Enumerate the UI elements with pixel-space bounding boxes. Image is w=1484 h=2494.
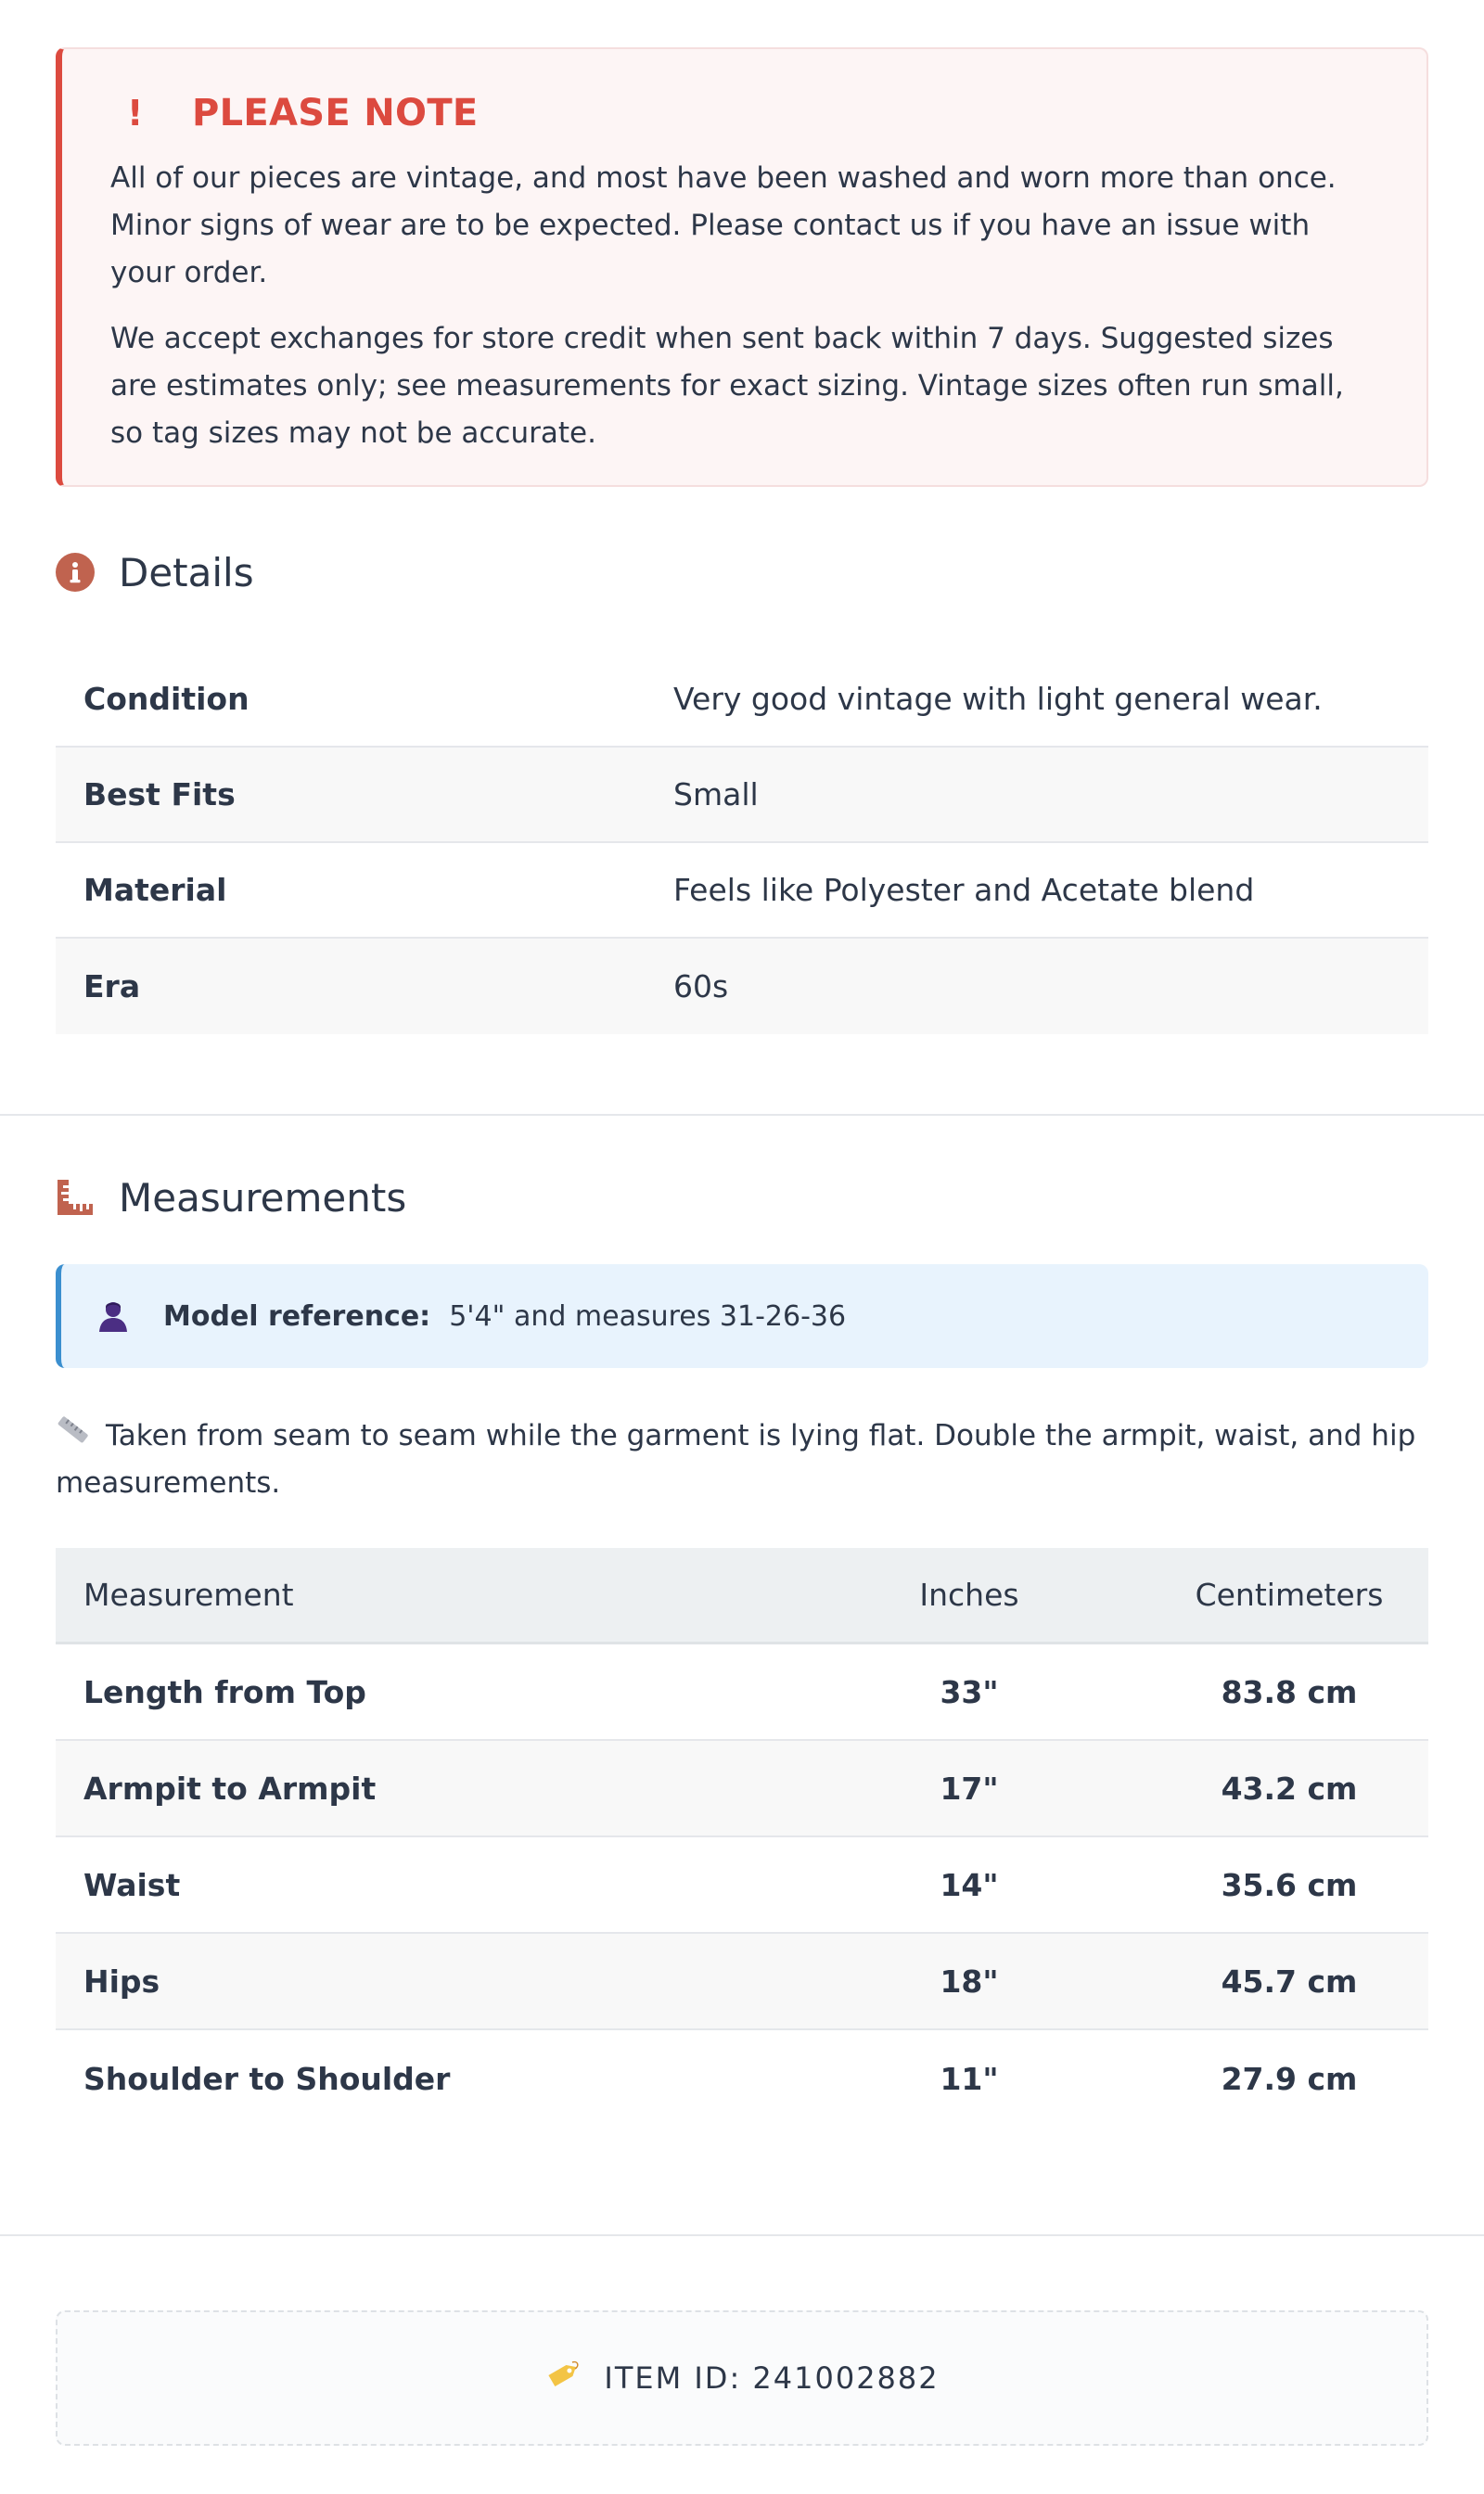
- details-value: Small: [673, 776, 759, 812]
- details-row: [56, 652, 1428, 748]
- details-label: Condition: [83, 681, 249, 717]
- person-icon: [96, 1299, 130, 1333]
- table-header-row: [56, 1548, 1428, 1644]
- details-label: Era: [83, 968, 141, 1004]
- measurement-name: Armpit to Armpit: [83, 1770, 377, 1807]
- ruler-icon: [56, 1178, 95, 1217]
- tag-icon: [544, 2359, 582, 2398]
- measurement-cm: 43.2 cm: [1221, 1770, 1358, 1807]
- measurement-cm: 27.9 cm: [1221, 2060, 1358, 2097]
- details-label: Best Fits: [83, 776, 236, 812]
- details-row: [56, 748, 1428, 843]
- measurement-inches: 33": [940, 1673, 999, 1710]
- exclamation-icon: !: [127, 93, 144, 134]
- measurement-note-text: Taken from seam to seam while the garment is lying flat. Double the armpit, waist, and hip measurements.: [56, 1419, 1416, 1500]
- details-value: 60s: [673, 968, 729, 1004]
- measurement-inches: 11": [940, 2060, 999, 2097]
- details-heading: [56, 544, 1428, 600]
- info-icon: [56, 553, 95, 592]
- measurements-table: [56, 1548, 1428, 2127]
- ruler-small-icon: [56, 1411, 91, 1458]
- table-row: [56, 1934, 1428, 2030]
- column-header: Centimeters: [1195, 1577, 1384, 1613]
- column-header: Inches: [919, 1577, 1019, 1613]
- measurements-title: Measurements: [119, 1174, 407, 1221]
- measurement-cm: 45.7 cm: [1221, 1963, 1358, 2000]
- measurement-note: [56, 1413, 1428, 1507]
- section-divider: [0, 2234, 1484, 2236]
- details-table: [56, 652, 1428, 1034]
- details-row: [56, 939, 1428, 1034]
- notice-paragraph: We accept exchanges for store credit when sent back within 7 days. Suggested sizes are estimates only; see measurements for exact sizing. Vintage sizes often run small, so tag sizes may not be accurate.: [110, 322, 1344, 450]
- model-reference-value: 5'4" and measures 31-26-36: [449, 1299, 847, 1333]
- details-value: Feels like Polyester and Acetate blend: [673, 872, 1255, 908]
- measurement-name: Hips: [83, 1963, 160, 2000]
- measurements-heading: [56, 1170, 1428, 1225]
- table-row: [56, 1644, 1428, 1741]
- details-row: [56, 843, 1428, 939]
- please-note-notice: [56, 47, 1428, 487]
- column-header: Measurement: [83, 1577, 294, 1613]
- notice-title: PLEASE NOTE: [192, 92, 479, 134]
- notice-paragraph: All of our pieces are vintage, and most have been washed and worn more than once. Minor signs of wear are to be expected. Please contact us if you have an issue with your order.: [110, 161, 1337, 289]
- measurement-inches: 14": [940, 1866, 999, 1903]
- measurement-cm: 83.8 cm: [1221, 1673, 1358, 1710]
- measurement-name: Shoulder to Shoulder: [83, 2060, 451, 2097]
- measurement-inches: 18": [940, 1963, 999, 2000]
- table-row: [56, 2030, 1428, 2127]
- details-label: Material: [83, 872, 227, 908]
- model-reference-box: [56, 1264, 1428, 1368]
- item-id-box: [56, 2310, 1428, 2446]
- model-reference-label: Model reference:: [163, 1299, 431, 1333]
- table-row: [56, 1837, 1428, 1934]
- measurement-name: Waist: [83, 1866, 181, 1903]
- section-divider: [0, 1114, 1484, 1116]
- details-value: Very good vintage with light general wear.: [673, 681, 1323, 717]
- item-id-text: ITEM ID: 241002882: [604, 2360, 940, 2396]
- details-title: Details: [119, 549, 254, 595]
- measurement-cm: 35.6 cm: [1221, 1866, 1358, 1903]
- measurement-name: Length from Top: [83, 1673, 366, 1710]
- table-row: [56, 1741, 1428, 1837]
- measurement-inches: 17": [940, 1770, 999, 1807]
